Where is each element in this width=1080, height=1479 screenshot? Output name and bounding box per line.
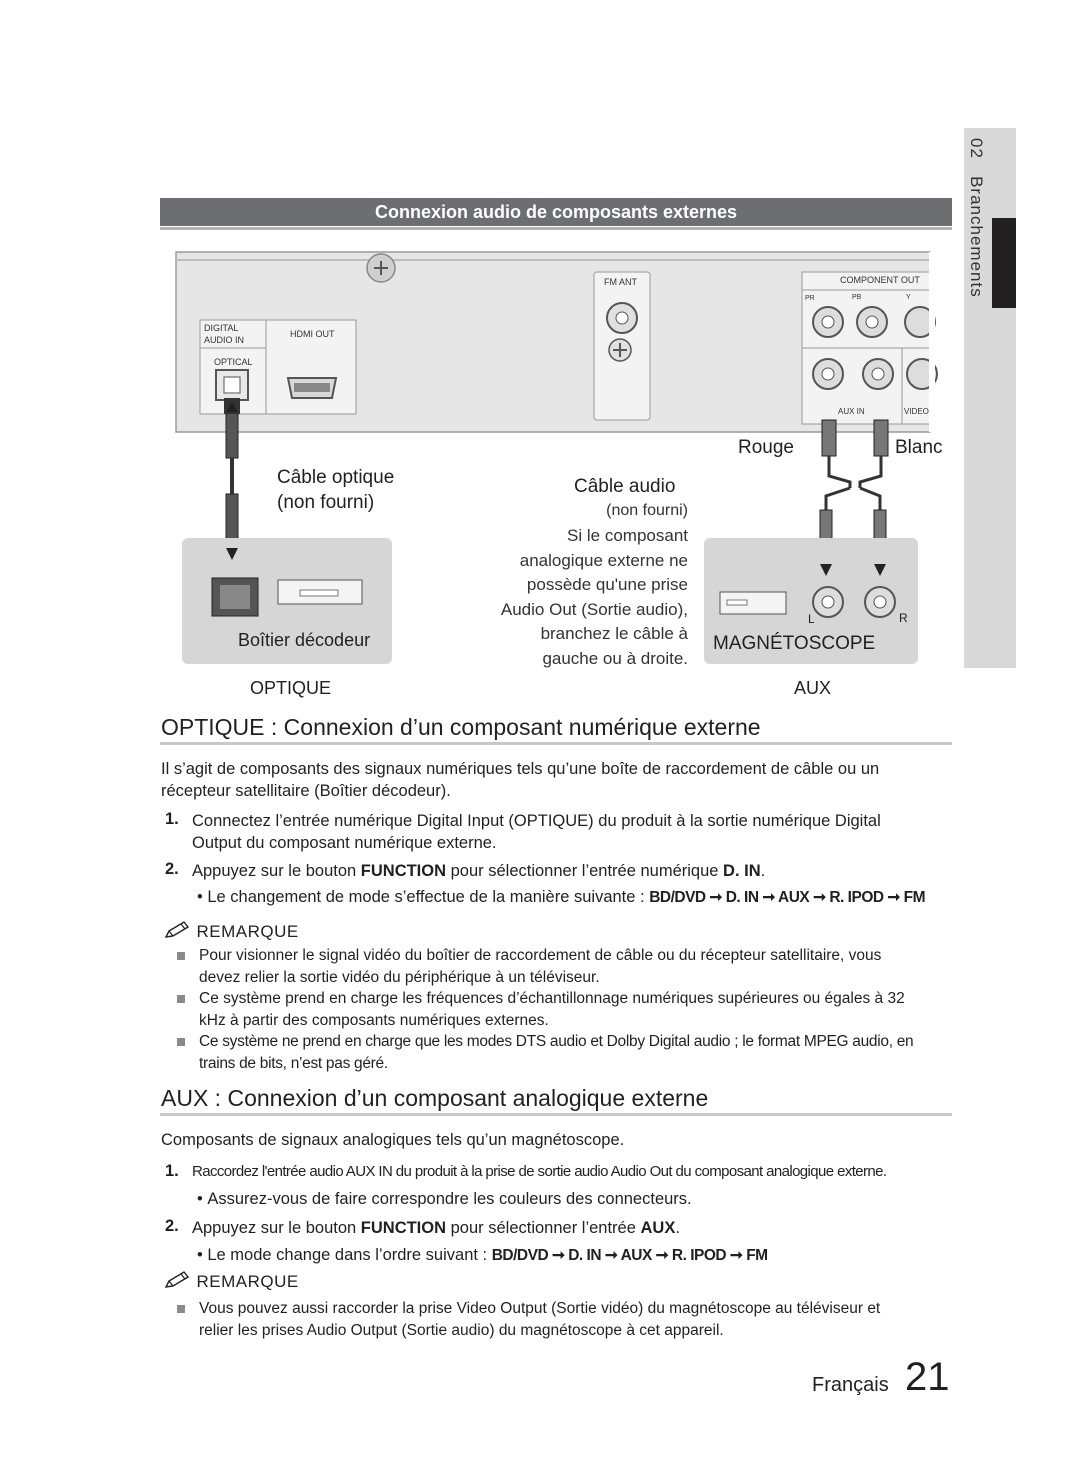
video-label: VIDEO (904, 407, 929, 416)
optical-label: OPTICAL (214, 357, 253, 367)
hdmi-out-label: HDMI OUT (290, 329, 335, 339)
optique-note-1: Pour visionner le signal vidéo du boîtier de raccordement de câble ou du récepteur satellitaire, vous devez relier la sortie vidéo du périphérique à un téléviseur. (199, 947, 882, 986)
audio-note: Si le composant analogique externe ne possède qu'une prise Audio Out (Sortie audio), branchez le câble à gauche ou à droite. (500, 526, 688, 668)
page-number: 21 (905, 1355, 950, 1399)
pb-label: PB (852, 294, 862, 301)
note-bullet-icon (177, 1038, 185, 1046)
optique-mode-bullet: • Le changement de mode s’effectue de la manière suivante : BD/DVD ➞ D. IN ➞ AUX ➞ R. IPOD ➞ FM (197, 888, 926, 906)
cable-optique-label: Câble optique (277, 467, 395, 488)
function-key: FUNCTION (360, 1219, 447, 1237)
diagram-header-rule (160, 227, 952, 230)
optique-intro: Il s’agit de composants des signaux numériques tels qu’une boîte de raccordement de câble ou un récepteur satellitaire (Boîtier décodeur). (161, 760, 880, 800)
side-tab-marker (992, 218, 1016, 308)
pr-label: PR (805, 295, 815, 302)
optique-step2-number: 2. (165, 860, 179, 878)
aux-section-title: AUX : Connexion d’un composant analogique externe (161, 1085, 709, 1111)
digital-audio-in-label: DIGITAL AUDIO IN (204, 323, 245, 345)
optique-step2: Appuyez sur le bouton FUNCTION pour sélectionner l’entrée numérique D. IN. (192, 862, 766, 880)
aux-intro: Composants de signaux analogiques tels qu’un magnétoscope. (161, 1131, 625, 1149)
note-bullet-icon (177, 952, 185, 960)
chapter-number: 02 (967, 138, 986, 159)
diagram-header: Connexion audio de composants externes (160, 198, 952, 226)
aux-caption: AUX (794, 678, 832, 698)
aux-step2: Appuyez sur le bouton FUNCTION pour sélectionner l’entrée AUX. (192, 1219, 680, 1237)
mode-sequence: BD/DVD ➞ D. IN ➞ AUX ➞ R. IPOD ➞ FM (649, 889, 926, 906)
optique-step1: Connectez l’entrée numérique Digital Input (OPTIQUE) du produit à la sortie numérique Digital Output du composant numérique externe. (192, 812, 881, 852)
optique-note-3: Ce système ne prend en charge que les modes DTS audio et Dolby Digital audio ; le format MPEG audio, en trains de bits, n’est pas géré. (199, 1033, 914, 1072)
optical-cable (224, 398, 240, 562)
pencil-icon (164, 1270, 192, 1290)
component-out-label: COMPONENT OUT (840, 275, 920, 285)
footer-language: Français (812, 1374, 889, 1396)
cable-audio-label: Câble audio (574, 476, 676, 497)
side-tab-label (966, 138, 990, 438)
note-bullet-icon (177, 995, 185, 1003)
audio-cable (820, 420, 888, 552)
aux-mode-bullet: • Le mode change dans l’ordre suivant : BD/DVD ➞ D. IN ➞ AUX ➞ R. IPOD ➞ FM (197, 1246, 768, 1264)
mode-sequence: BD/DVD ➞ D. IN ➞ AUX ➞ R. IPOD ➞ FM (491, 1247, 768, 1264)
magnetoscope-label: MAGNÉTOSCOPE (713, 633, 876, 654)
l-label: L (808, 612, 815, 626)
blanc-label: Blanc (895, 437, 943, 458)
r-label: R (899, 611, 908, 625)
non-fourni-audio-label: (non fourni) (606, 502, 688, 519)
remark-heading: REMARQUE (164, 1270, 299, 1292)
remark-heading: REMARQUE (164, 920, 299, 942)
optique-note-2: Ce système prend en charge les fréquences d’échantillonnage numériques supérieures ou égales à 32 kHz à partir des composants numériques externes. (199, 990, 905, 1029)
aux-step1: Raccordez l'entrée audio AUX IN du produit à la prise de sortie audio Audio Out du composant analogique externe. (192, 1163, 887, 1180)
chapter-title: Branchements (967, 176, 986, 298)
aux-step1-number: 1. (165, 1162, 179, 1180)
aux-note: Vous pouvez aussi raccorder la prise Video Output (Sortie vidéo) du magnétoscope au téléviseur et relier les prises Audio Output (Sortie audio) du magnétoscope à cet appareil. (199, 1300, 881, 1339)
note-bullet-icon (177, 1305, 185, 1313)
non-fourni-label: (non fourni) (277, 492, 375, 513)
fm-ant-label: FM ANT (604, 277, 637, 287)
aux-in-jacks (813, 359, 937, 389)
optique-caption: OPTIQUE (250, 678, 332, 698)
aux-in-label: AUX IN (838, 407, 865, 416)
optique-section-title: OPTIQUE : Connexion d’un composant numérique externe (161, 714, 761, 740)
component-jacks (813, 307, 935, 337)
optique-step1-number: 1. (165, 810, 179, 828)
function-key: FUNCTION (360, 862, 447, 880)
aux-step2-number: 2. (165, 1217, 179, 1235)
boitier-label: Boîtier décodeur (238, 630, 371, 650)
aux-bullet-1: • Assurez-vous de faire correspondre les couleurs des connecteurs. (197, 1190, 692, 1208)
rear-panel (176, 252, 937, 432)
y-label: Y (906, 294, 911, 301)
aux-title-rule (160, 1113, 952, 1116)
rouge-label: Rouge (738, 437, 794, 458)
pencil-icon (164, 920, 192, 940)
optique-title-rule (160, 742, 952, 745)
